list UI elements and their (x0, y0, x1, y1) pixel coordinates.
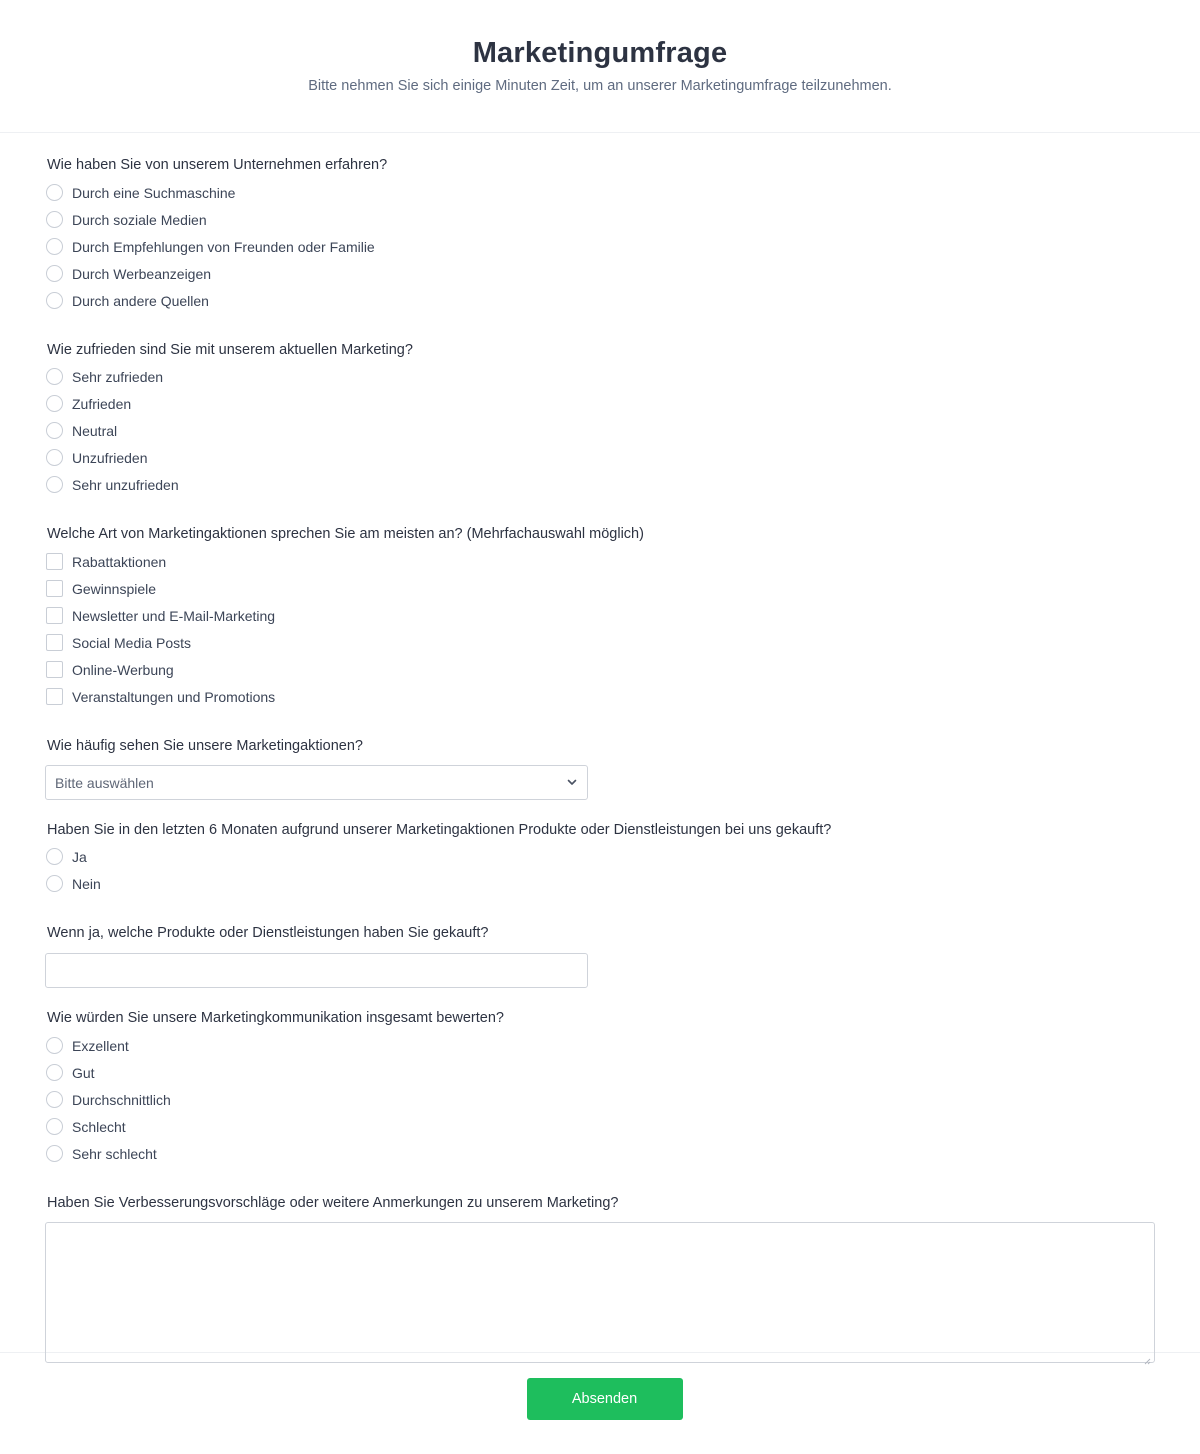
radio-option[interactable] (45, 1032, 1155, 1059)
question-label: Wie häufig sehen Sie unsere Marketingaktionen? (47, 738, 363, 754)
form-header (0, 0, 1200, 133)
question-label: Wie haben Sie von unserem Unternehmen erfahren? (47, 157, 388, 173)
option-label: Durch eine Suchmaschine (72, 184, 236, 201)
checkbox[interactable] (46, 661, 63, 678)
option-label: Gewinnspiele (72, 580, 157, 597)
radio-option[interactable] (45, 179, 1155, 206)
option-label: Social Media Posts (72, 634, 192, 651)
radio-option[interactable] (45, 1140, 1155, 1167)
radio-button[interactable] (46, 848, 63, 865)
page-subtitle: Bitte nehmen Sie sich einige Minuten Zeit, um an unserer Marketingumfrage teilzunehmen. (308, 78, 892, 94)
radio-option[interactable] (45, 233, 1155, 260)
radio-option[interactable] (45, 260, 1155, 287)
option-label: Newsletter und E-Mail-Marketing (72, 607, 276, 624)
radio-button[interactable] (46, 211, 63, 228)
option-label: Durch soziale Medien (72, 211, 207, 228)
question-purchased-what (45, 897, 1155, 988)
radio-button[interactable] (46, 422, 63, 439)
checkbox[interactable] (46, 688, 63, 705)
option-label: Durch andere Quellen (72, 292, 209, 309)
radio-option[interactable] (45, 417, 1155, 444)
question-source (45, 133, 1155, 314)
question-comments (45, 1167, 1155, 1363)
radio-button[interactable] (46, 1064, 63, 1081)
comments-textarea[interactable] (45, 1222, 1155, 1363)
checkbox-option[interactable] (45, 683, 1155, 710)
radio-option[interactable] (45, 206, 1155, 233)
radio-button[interactable] (46, 395, 63, 412)
option-label: Zufrieden (72, 395, 132, 412)
question-label: Wenn ja, welche Produkte oder Dienstleistungen haben Sie gekauft? (47, 925, 489, 941)
option-label: Exzellent (72, 1037, 129, 1054)
checkbox[interactable] (46, 607, 63, 624)
select-placeholder: Bitte auswählen (55, 774, 154, 791)
page-title: Marketingumfrage (472, 37, 728, 69)
question-purchased (45, 800, 1155, 897)
question-campaign-types (45, 498, 1155, 710)
form-footer (0, 1353, 1200, 1453)
question-label: Haben Sie Verbesserungsvorschläge oder weitere Anmerkungen zu unserem Marketing? (47, 1195, 619, 1211)
question-label: Wie zufrieden sind Sie mit unserem aktuellen Marketing? (47, 342, 413, 358)
question-label: Haben Sie in den letzten 6 Monaten aufgrund unserer Marketingaktionen Produkte oder Dienstleistungen bei uns gekauft? (47, 822, 832, 838)
radio-button[interactable] (46, 476, 63, 493)
option-label: Gut (72, 1064, 95, 1081)
radio-button[interactable] (46, 184, 63, 201)
checkbox-option[interactable] (45, 602, 1155, 629)
radio-option[interactable] (45, 843, 1155, 870)
option-label: Sehr schlecht (72, 1145, 157, 1162)
option-label: Nein (72, 875, 101, 892)
checkbox-option[interactable] (45, 575, 1155, 602)
radio-button[interactable] (46, 368, 63, 385)
checkbox-option[interactable] (45, 629, 1155, 656)
option-label: Ja (72, 848, 87, 865)
radio-button[interactable] (46, 875, 63, 892)
checkbox-option[interactable] (45, 656, 1155, 683)
option-label: Rabattaktionen (72, 553, 167, 570)
option-label: Durch Empfehlungen von Freunden oder Familie (72, 238, 375, 255)
option-label: Online-Werbung (72, 661, 174, 678)
submit-button[interactable]: Absenden (527, 1378, 683, 1420)
option-label: Sehr unzufrieden (72, 476, 179, 493)
option-label: Durchschnittlich (72, 1091, 171, 1108)
checkbox[interactable] (46, 553, 63, 570)
question-rating (45, 988, 1155, 1167)
radio-button[interactable] (46, 449, 63, 466)
radio-option[interactable] (45, 390, 1155, 417)
option-label: Veranstaltungen und Promotions (72, 688, 276, 705)
option-label: Durch Werbeanzeigen (72, 265, 212, 282)
radio-button[interactable] (46, 265, 63, 282)
question-satisfaction (45, 314, 1155, 498)
frequency-select[interactable] (45, 765, 588, 800)
chevron-down-icon (566, 777, 578, 789)
purchased-products-input[interactable] (45, 953, 588, 988)
radio-button[interactable] (46, 292, 63, 309)
radio-button[interactable] (46, 1118, 63, 1135)
checkbox[interactable] (46, 634, 63, 651)
radio-button[interactable] (46, 1091, 63, 1108)
radio-option[interactable] (45, 363, 1155, 390)
question-frequency (45, 710, 1155, 800)
radio-option[interactable] (45, 287, 1155, 314)
option-label: Neutral (72, 422, 118, 439)
radio-button[interactable] (46, 1037, 63, 1054)
radio-option[interactable] (45, 1086, 1155, 1113)
radio-option[interactable] (45, 870, 1155, 897)
radio-option[interactable] (45, 444, 1155, 471)
resize-handle-icon[interactable] (1144, 1352, 1151, 1359)
checkbox[interactable] (46, 580, 63, 597)
radio-option[interactable] (45, 1113, 1155, 1140)
option-label: Schlecht (72, 1118, 126, 1135)
radio-button[interactable] (46, 238, 63, 255)
checkbox-option[interactable] (45, 548, 1155, 575)
option-label: Unzufrieden (72, 449, 148, 466)
survey-form (0, 133, 1200, 1353)
radio-option[interactable] (45, 471, 1155, 498)
question-label: Welche Art von Marketingaktionen sprechen Sie am meisten an? (Mehrfachauswahl möglich) (47, 526, 644, 542)
question-label: Wie würden Sie unsere Marketingkommunikation insgesamt bewerten? (47, 1010, 504, 1026)
radio-button[interactable] (46, 1145, 63, 1162)
option-label: Sehr zufrieden (72, 368, 164, 385)
radio-option[interactable] (45, 1059, 1155, 1086)
